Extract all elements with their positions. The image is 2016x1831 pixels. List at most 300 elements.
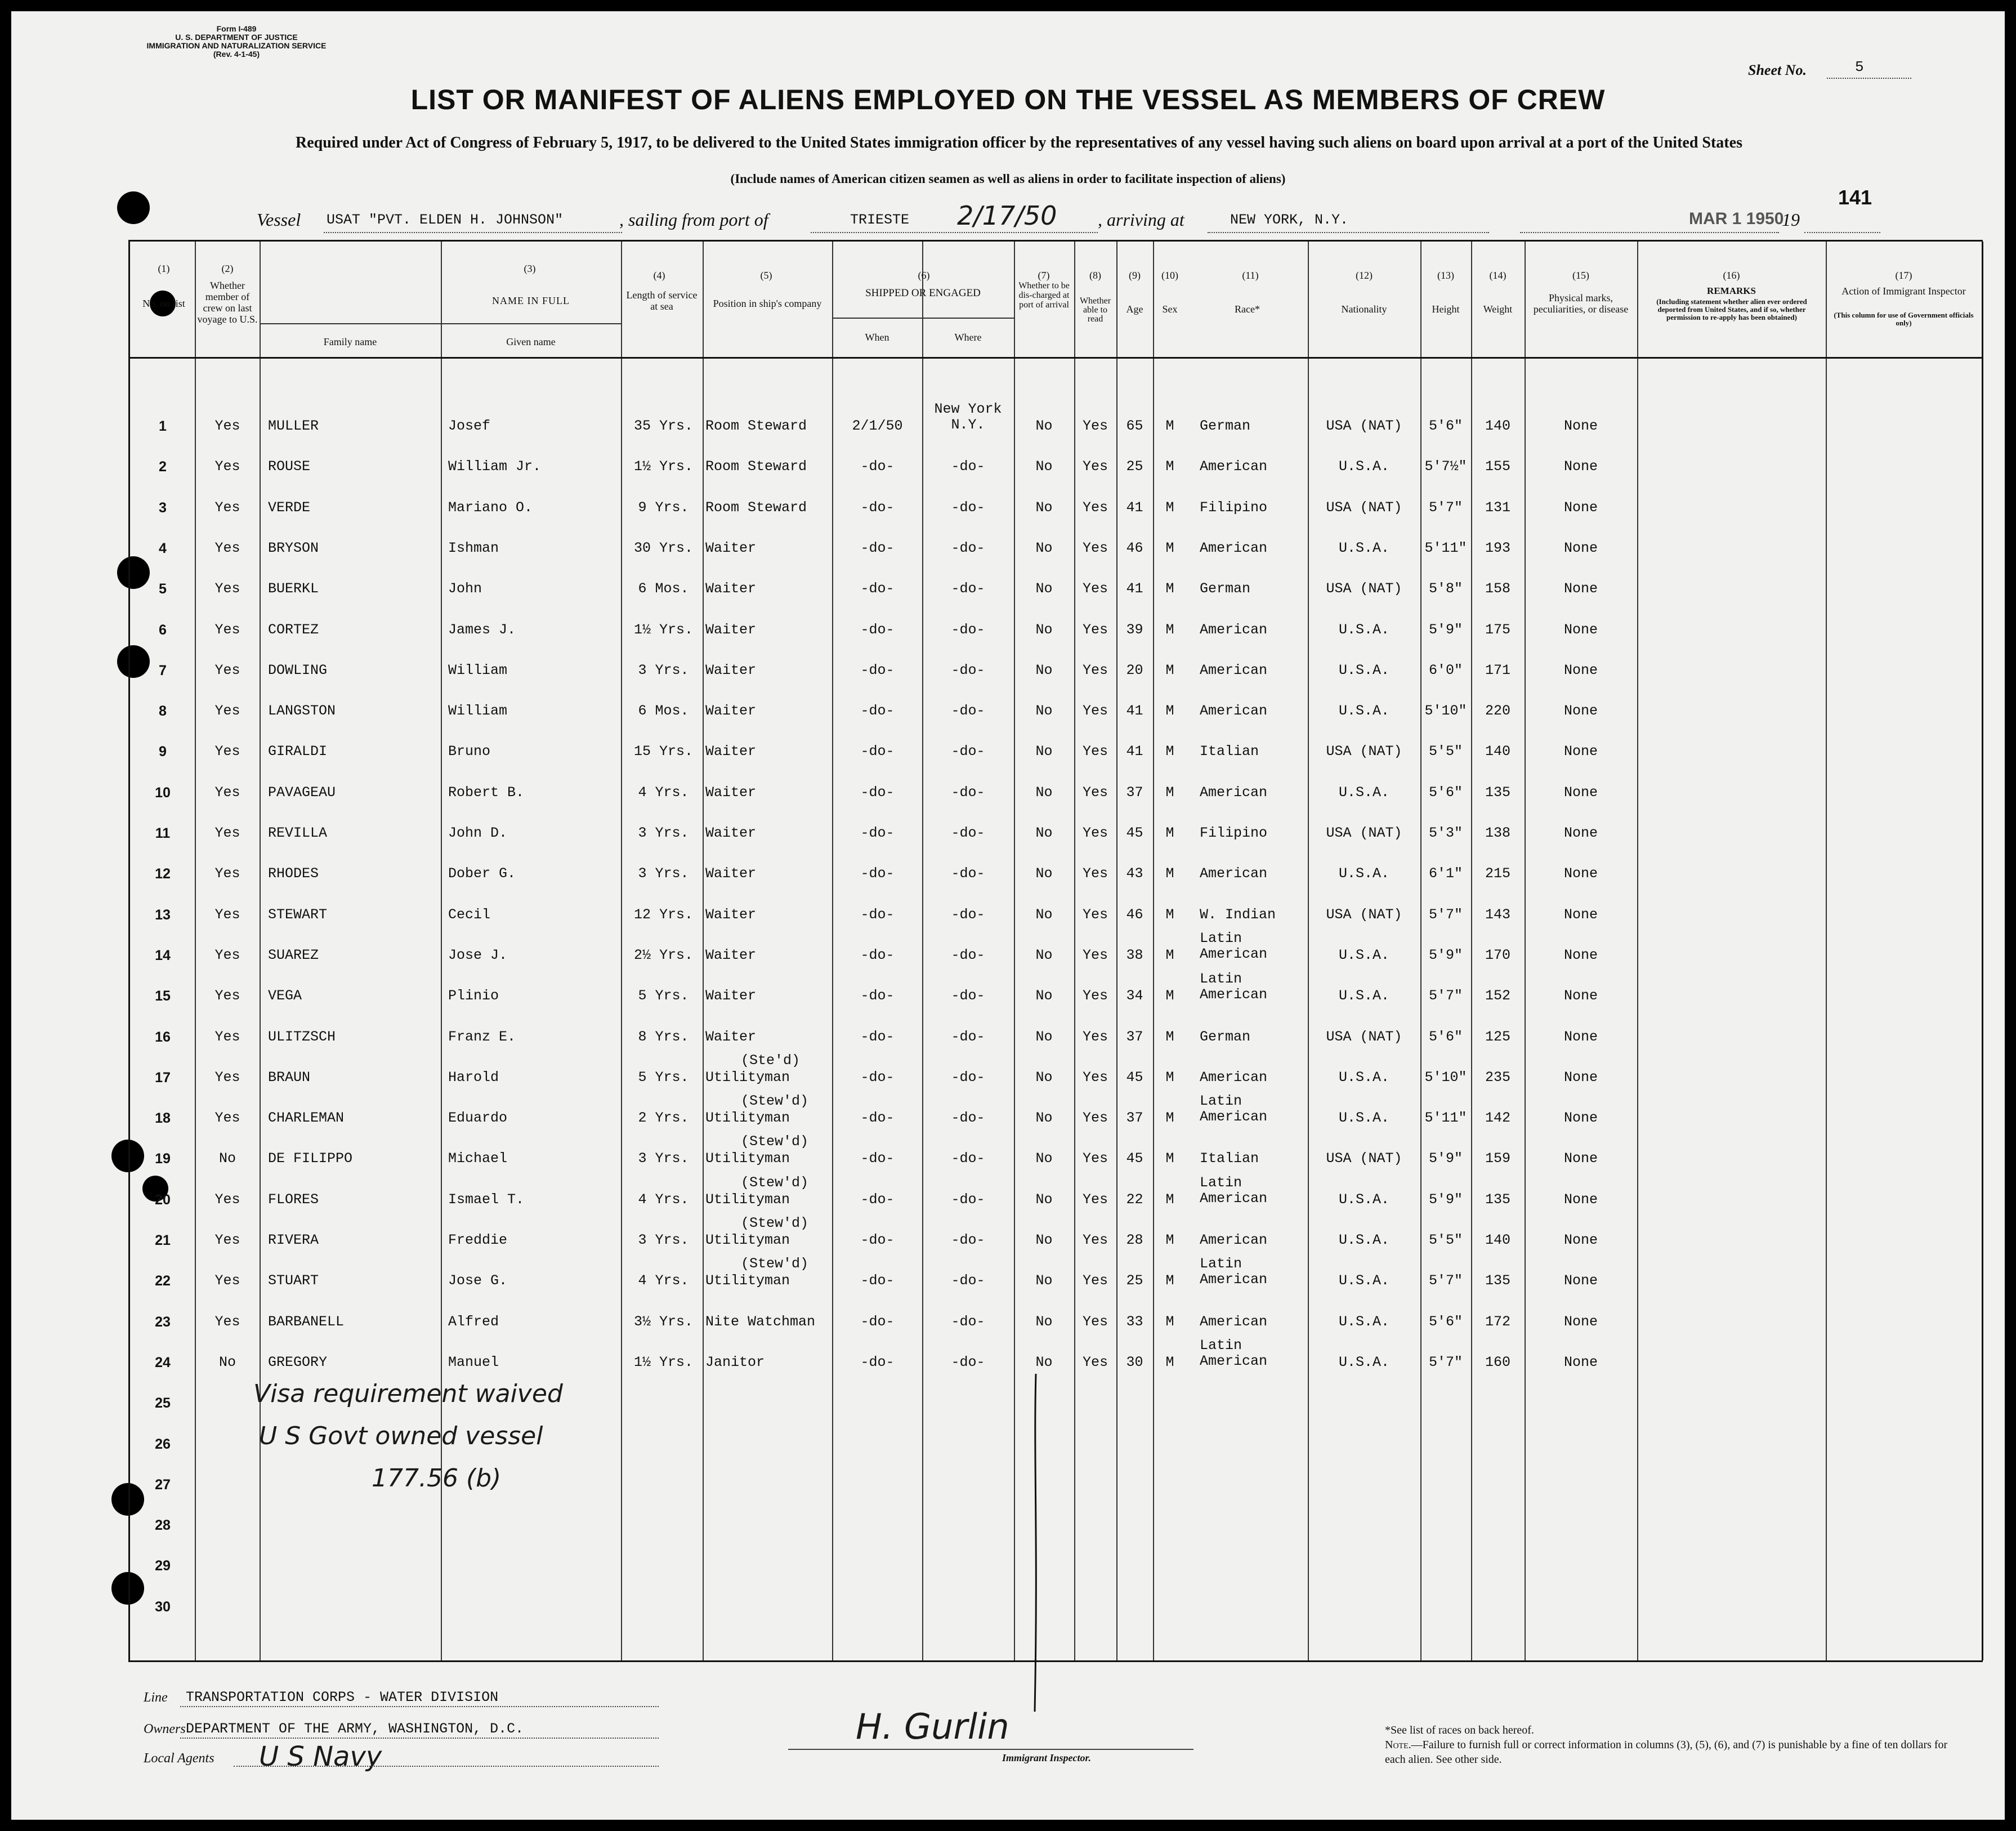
col-divider — [922, 242, 923, 1660]
cell-position-note: (Stew'd) — [741, 1256, 809, 1272]
cell-weight: 135 — [1485, 1191, 1510, 1208]
cell-race: Latin American — [1200, 1337, 1268, 1369]
cell-weight: 193 — [1485, 539, 1510, 556]
cell-sex: M — [1165, 1110, 1174, 1127]
col-divider — [1982, 242, 1983, 1660]
row-number: 28 — [155, 1517, 171, 1534]
cell-weight: 160 — [1485, 1354, 1510, 1370]
cell-marks: None — [1563, 1232, 1598, 1248]
col-divider — [703, 242, 704, 1660]
cell-family: PAVAGEAU — [268, 784, 336, 801]
cell-height: 5'5" — [1428, 1232, 1463, 1248]
cell-where: -do- — [951, 458, 985, 475]
cell-age: 34 — [1126, 988, 1143, 1004]
cell-when: -do- — [860, 1069, 895, 1086]
cell-service: 3 Yrs. — [638, 1150, 689, 1167]
cell-nat: U.S.A. — [1338, 458, 1389, 475]
cell-sex: M — [1165, 1191, 1174, 1208]
cell-service: 1½ Yrs. — [633, 621, 694, 638]
page-title: LIST OR MANIFEST OF ALIENS EMPLOYED ON THE VESSEL AS MEMBERS OF CREW — [410, 84, 1606, 115]
cell-when: -do- — [860, 1110, 895, 1127]
row-number: 16 — [155, 1029, 171, 1045]
cell-marks: None — [1563, 580, 1598, 597]
cell-position: Waiter — [705, 1028, 757, 1045]
cell-given: Harold — [448, 1069, 499, 1086]
cell-service: 12 Yrs. — [633, 906, 694, 923]
cell-nat: U.S.A. — [1338, 865, 1389, 882]
handwritten-note-line: Visa requirement waived — [253, 1379, 563, 1408]
cell-age: 41 — [1126, 703, 1143, 720]
cell-prev: Yes — [214, 1313, 240, 1330]
cell-where: -do- — [951, 784, 985, 801]
cell-marks: None — [1563, 1069, 1598, 1086]
cell-sex: M — [1165, 906, 1174, 923]
agents-underline — [234, 1766, 659, 1767]
cell-nat: U.S.A. — [1338, 539, 1389, 556]
cell-disch: No — [1035, 458, 1053, 475]
cell-given: William Jr. — [448, 458, 542, 475]
line-underline — [180, 1706, 659, 1707]
cell-disch: No — [1035, 499, 1053, 516]
cell-position: Utilityman — [705, 1110, 790, 1127]
cell-nat: U.S.A. — [1338, 946, 1389, 963]
cell-where: -do- — [951, 1272, 985, 1289]
cell-given: Plinio — [448, 988, 499, 1004]
cell-position: Room Steward — [705, 458, 807, 475]
cell-family: REVILLA — [268, 825, 328, 841]
cell-prev: Yes — [214, 1272, 240, 1289]
cell-read: Yes — [1082, 1232, 1108, 1248]
cell-family: CORTEZ — [268, 621, 319, 638]
header-weight: Weight — [1483, 303, 1513, 315]
handwritten-note-line: 177.56 (b) — [372, 1464, 502, 1493]
cell-age: 38 — [1126, 946, 1143, 963]
header-height: Height — [1432, 303, 1460, 315]
cell-weight: 131 — [1485, 499, 1510, 516]
cell-age: 43 — [1126, 865, 1143, 882]
cell-family: BRYSON — [268, 539, 319, 556]
cell-service: 3 Yrs. — [638, 662, 689, 678]
cell-marks: None — [1563, 865, 1598, 882]
cell-position: Room Steward — [705, 418, 807, 434]
cell-disch: No — [1035, 906, 1053, 923]
cell-age: 45 — [1126, 1150, 1143, 1167]
col-divider — [621, 242, 622, 1660]
cell-race: Latin American — [1200, 1093, 1268, 1126]
year-underline — [1804, 232, 1880, 233]
cell-race: Latin American — [1200, 1174, 1268, 1207]
cell-prev: Yes — [214, 499, 240, 516]
cell-disch: No — [1035, 865, 1053, 882]
cell-given: Josef — [448, 418, 491, 434]
cell-position: Waiter — [705, 988, 757, 1004]
cell-prev: Yes — [214, 1191, 240, 1208]
cell-position: Waiter — [705, 784, 757, 801]
cell-when: -do- — [860, 988, 895, 1004]
cell-age: 37 — [1126, 1110, 1143, 1127]
cell-race: American — [1200, 1313, 1268, 1330]
cell-nat: U.S.A. — [1338, 621, 1389, 638]
cell-sex: M — [1165, 621, 1174, 638]
cell-age: 37 — [1126, 1028, 1143, 1045]
cell-read: Yes — [1082, 580, 1108, 597]
cell-sex: M — [1165, 1313, 1174, 1330]
cell-weight: 140 — [1485, 743, 1510, 760]
cell-height: 5'7" — [1428, 499, 1463, 516]
cell-sex: M — [1165, 703, 1174, 720]
cell-marks: None — [1563, 662, 1598, 678]
sheet-number-line — [1827, 78, 1911, 79]
cell-when: -do- — [860, 539, 895, 556]
cell-when: -do- — [860, 458, 895, 475]
header-name-in-full: NAME IN FULL — [492, 295, 570, 306]
cell-race: American — [1200, 703, 1268, 720]
cell-disch: No — [1035, 621, 1053, 638]
cell-age: 41 — [1126, 580, 1143, 597]
cell-position: Utilityman — [705, 1150, 790, 1167]
header-no-on-list: No. on list — [142, 298, 185, 309]
col-num: (15) — [1572, 270, 1589, 281]
cell-nat: USA (NAT) — [1326, 499, 1402, 516]
cell-family: DE FILIPPO — [268, 1150, 353, 1167]
cell-marks: None — [1563, 1110, 1598, 1127]
row-number: 29 — [155, 1558, 171, 1574]
cell-where: -do- — [951, 1069, 985, 1086]
cell-read: Yes — [1082, 662, 1108, 678]
cell-service: 8 Yrs. — [638, 1028, 689, 1045]
owners-value: DEPARTMENT OF THE ARMY, WASHINGTON, D.C. — [186, 1721, 524, 1737]
inspector-signature: H. Gurlin — [856, 1706, 1009, 1747]
subheader-line — [832, 318, 1014, 319]
cell-position: Waiter — [705, 539, 757, 556]
cell-service: 30 Yrs. — [633, 539, 694, 556]
row-number: 5 — [159, 581, 167, 597]
row-number: 4 — [159, 540, 167, 556]
row-number: 15 — [155, 988, 171, 1004]
cell-race: American — [1200, 458, 1268, 475]
cell-weight: 171 — [1485, 662, 1510, 678]
cell-height: 5'8" — [1428, 580, 1463, 597]
row-number: 3 — [159, 499, 167, 516]
cell-service: 6 Mos. — [638, 580, 689, 597]
cell-read: Yes — [1082, 784, 1108, 801]
header-given-name: Given name — [506, 336, 556, 347]
cell-given: Jose G. — [448, 1272, 508, 1289]
cell-position: Waiter — [705, 662, 757, 678]
subheader-line — [260, 323, 621, 324]
cell-family: CHARLEMAN — [268, 1110, 345, 1127]
cell-when: -do- — [860, 1272, 895, 1289]
cell-height: 5'6" — [1428, 1028, 1463, 1045]
inspector-line — [1030, 1374, 1041, 1712]
cell-service: 1½ Yrs. — [633, 1354, 694, 1370]
cell-where: -do- — [951, 988, 985, 1004]
owners-label: Owners — [144, 1722, 186, 1736]
cell-given: Manuel — [448, 1354, 499, 1370]
form-id-line: (Rev. 4-1-45) — [213, 50, 260, 59]
cell-disch: No — [1035, 662, 1053, 678]
form-id — [141, 25, 332, 59]
cell-nat: USA (NAT) — [1326, 580, 1402, 597]
cell-sex: M — [1165, 865, 1174, 882]
cell-prev: Yes — [214, 865, 240, 882]
cell-when: -do- — [860, 743, 895, 760]
cell-prev: Yes — [214, 988, 240, 1004]
cell-given: Ishman — [448, 539, 499, 556]
cell-height: 5'10" — [1424, 703, 1467, 720]
arriving-port: NEW YORK, N.Y. — [1230, 212, 1349, 228]
cell-position-note: (Stew'd) — [741, 1133, 809, 1150]
cell-marks: None — [1563, 1150, 1598, 1167]
cell-marks: None — [1563, 1313, 1598, 1330]
handwritten-note-line: U S Govt owned vessel — [259, 1422, 543, 1450]
sheet-number: 5 — [1855, 59, 1864, 75]
cell-family: ULITZSCH — [268, 1028, 336, 1045]
cell-given: Franz E. — [448, 1028, 516, 1045]
cell-weight: 158 — [1485, 580, 1510, 597]
cell-race: W. Indian — [1200, 906, 1276, 923]
cell-position: Janitor — [705, 1354, 765, 1370]
note-label: Note. — [1385, 1739, 1411, 1751]
cell-nat: USA (NAT) — [1326, 1150, 1402, 1167]
cell-where: -do- — [951, 1354, 985, 1370]
cell-family: SUAREZ — [268, 946, 319, 963]
header-age: Age — [1126, 303, 1143, 315]
cell-where: New York N.Y. — [934, 401, 1002, 433]
col-num: (8) — [1089, 270, 1101, 281]
cell-where: -do- — [951, 743, 985, 760]
cell-marks: None — [1563, 988, 1598, 1004]
cell-service: 4 Yrs. — [638, 1191, 689, 1208]
cell-prev: No — [218, 1150, 236, 1167]
cell-given: John — [448, 580, 482, 597]
header-inspector-action: Action of Immigrant Inspector — [1841, 285, 1966, 297]
header-when: When — [865, 332, 889, 343]
footer-note — [1385, 1723, 1959, 1767]
cell-marks: None — [1563, 499, 1598, 516]
cell-marks: None — [1563, 1272, 1598, 1289]
row-number: 11 — [155, 825, 171, 841]
cell-prev: Yes — [214, 743, 240, 760]
col-num: (6) — [918, 270, 930, 281]
col-num: (13) — [1437, 270, 1454, 281]
fine-note — [1385, 1738, 1959, 1767]
cell-given: William — [448, 662, 508, 678]
cell-where: -do- — [951, 539, 985, 556]
line-label: Line — [144, 1690, 168, 1705]
row-number: 10 — [155, 784, 171, 801]
cell-race: American — [1200, 662, 1268, 678]
inspector-label: Immigrant Inspector. — [1002, 1752, 1092, 1763]
port-name: TRIESTE — [850, 212, 910, 228]
cell-weight: 175 — [1485, 621, 1510, 638]
races-note: *See list of races on back hereof. — [1385, 1724, 1534, 1736]
cell-height: 6'1" — [1428, 865, 1463, 882]
row-number: 26 — [155, 1436, 171, 1452]
cell-weight: 159 — [1485, 1150, 1510, 1167]
cell-read: Yes — [1082, 825, 1108, 841]
cell-position: Utilityman — [705, 1232, 790, 1248]
row-number: 17 — [155, 1069, 171, 1086]
cell-when: 2/1/50 — [852, 418, 903, 434]
arriving-underline — [1208, 232, 1489, 233]
col-divider — [195, 242, 196, 1660]
cell-weight: 155 — [1485, 458, 1510, 475]
cell-sex: M — [1165, 784, 1174, 801]
cell-age: 45 — [1126, 1069, 1143, 1086]
cell-height: 5'7" — [1428, 1272, 1463, 1289]
cell-when: -do- — [860, 580, 895, 597]
cell-when: -do- — [860, 1354, 895, 1370]
cell-disch: No — [1035, 1272, 1053, 1289]
cell-read: Yes — [1082, 1069, 1108, 1086]
header-last-voyage: Whether member of crew on last voyage to U.S. — [197, 280, 258, 325]
row-number: 14 — [155, 947, 171, 963]
cell-service: 3 Yrs. — [638, 865, 689, 882]
header-shipped-engaged: SHIPPED OR ENGAGED — [865, 287, 981, 299]
cell-prev: Yes — [214, 703, 240, 720]
header-discharged: Whether to be dis-charged at port of arrival — [1018, 281, 1070, 310]
cell-family: MULLER — [268, 418, 319, 434]
cell-position: Utilityman — [705, 1069, 790, 1086]
cell-service: 4 Yrs. — [638, 1272, 689, 1289]
row-number: 2 — [159, 459, 167, 475]
cell-read: Yes — [1082, 1150, 1108, 1167]
punch-hole — [117, 191, 150, 224]
header-sex: Sex — [1162, 303, 1178, 315]
cell-marks: None — [1563, 906, 1598, 923]
row-number: 22 — [155, 1273, 171, 1289]
cell-nat: U.S.A. — [1338, 988, 1389, 1004]
sheet-label: Sheet No. — [1748, 62, 1807, 78]
cell-read: Yes — [1082, 539, 1108, 556]
cell-position: Waiter — [705, 743, 757, 760]
cell-read: Yes — [1082, 1191, 1108, 1208]
cell-disch: No — [1035, 743, 1053, 760]
cell-disch: No — [1035, 1028, 1053, 1045]
col-num: (11) — [1242, 270, 1259, 281]
cell-weight: 125 — [1485, 1028, 1510, 1045]
cell-read: Yes — [1082, 499, 1108, 516]
cell-nat: U.S.A. — [1338, 1069, 1389, 1086]
cell-sex: M — [1165, 1028, 1174, 1045]
cell-given: John D. — [448, 825, 508, 841]
cell-read: Yes — [1082, 906, 1108, 923]
cell-family: FLORES — [268, 1191, 319, 1208]
col-divider — [1826, 242, 1827, 1660]
cell-read: Yes — [1082, 743, 1108, 760]
cell-when: -do- — [860, 1313, 895, 1330]
cell-given: Freddie — [448, 1232, 508, 1248]
port-underline — [811, 232, 1098, 233]
cell-race: American — [1200, 784, 1268, 801]
cell-service: 2½ Yrs. — [633, 946, 694, 963]
cell-race: Latin American — [1200, 971, 1268, 1003]
col-num: (1) — [158, 263, 170, 274]
cell-weight: 152 — [1485, 988, 1510, 1004]
cell-nat: U.S.A. — [1338, 784, 1389, 801]
cell-race: Italian — [1200, 1150, 1259, 1167]
col-num: (7) — [1038, 270, 1050, 281]
cell-age: 25 — [1126, 458, 1143, 475]
cell-disch: No — [1035, 703, 1053, 720]
cell-read: Yes — [1082, 946, 1108, 963]
col-num: (3) — [524, 263, 536, 274]
cell-when: -do- — [860, 825, 895, 841]
cell-read: Yes — [1082, 458, 1108, 475]
cell-weight: 220 — [1485, 703, 1510, 720]
cell-service: 2 Yrs. — [638, 1110, 689, 1127]
cell-read: Yes — [1082, 1313, 1108, 1330]
cell-age: 41 — [1126, 499, 1143, 516]
cell-position: Waiter — [705, 865, 757, 882]
cell-disch: No — [1035, 1110, 1053, 1127]
row-number: 21 — [155, 1232, 171, 1248]
row-number: 27 — [155, 1476, 171, 1493]
cell-weight: 140 — [1485, 1232, 1510, 1248]
header-able-to-read: Whether able to read — [1079, 296, 1111, 324]
cell-disch: No — [1035, 1069, 1053, 1086]
row-number: 20 — [155, 1191, 171, 1208]
cell-sex: M — [1165, 1150, 1174, 1167]
arriving-label: , arriving at — [1098, 209, 1184, 230]
cell-when: -do- — [860, 1150, 895, 1167]
col-num: (9) — [1129, 270, 1141, 281]
cell-prev: Yes — [214, 1110, 240, 1127]
cell-nat: USA (NAT) — [1326, 825, 1402, 841]
cell-family: ROUSE — [268, 458, 311, 475]
cell-age: 46 — [1126, 539, 1143, 556]
sailing-date-handwritten: 2/17/50 — [957, 200, 1057, 231]
cell-age: 65 — [1126, 418, 1143, 434]
cell-nat: U.S.A. — [1338, 1354, 1389, 1370]
cell-where: -do- — [951, 825, 985, 841]
cell-age: 30 — [1126, 1354, 1143, 1370]
manifest-sheet — [11, 11, 2005, 1820]
cell-read: Yes — [1082, 621, 1108, 638]
cell-given: Dober G. — [448, 865, 516, 882]
cell-age: 22 — [1126, 1191, 1143, 1208]
cell-race: Filipino — [1200, 825, 1268, 841]
header-bottom-line — [130, 357, 1983, 359]
cell-where: -do- — [951, 580, 985, 597]
cell-nat: USA (NAT) — [1326, 743, 1402, 760]
col-num: (16) — [1723, 270, 1740, 281]
cell-race: Filipino — [1200, 499, 1268, 516]
cell-read: Yes — [1082, 865, 1108, 882]
row-number: 24 — [155, 1354, 171, 1370]
col-divider — [832, 242, 833, 1660]
cell-nat: U.S.A. — [1338, 1110, 1389, 1127]
cell-read: Yes — [1082, 1272, 1108, 1289]
cell-given: Mariano O. — [448, 499, 533, 516]
row-number: 7 — [159, 662, 167, 678]
header-family-name: Family name — [323, 336, 377, 347]
cell-when: -do- — [860, 906, 895, 923]
agents-label: Local Agents — [144, 1751, 214, 1766]
date-underline — [1520, 232, 1779, 233]
cell-position: Utilityman — [705, 1272, 790, 1289]
cell-height: 5'7" — [1428, 988, 1463, 1004]
cell-read: Yes — [1082, 1354, 1108, 1370]
cell-where: -do- — [951, 1232, 985, 1248]
cell-sex: M — [1165, 988, 1174, 1004]
cell-marks: None — [1563, 621, 1598, 638]
cell-where: -do- — [951, 703, 985, 720]
cell-where: -do- — [951, 662, 985, 678]
cell-given: Ismael T. — [448, 1191, 525, 1208]
cell-position: Room Steward — [705, 499, 807, 516]
